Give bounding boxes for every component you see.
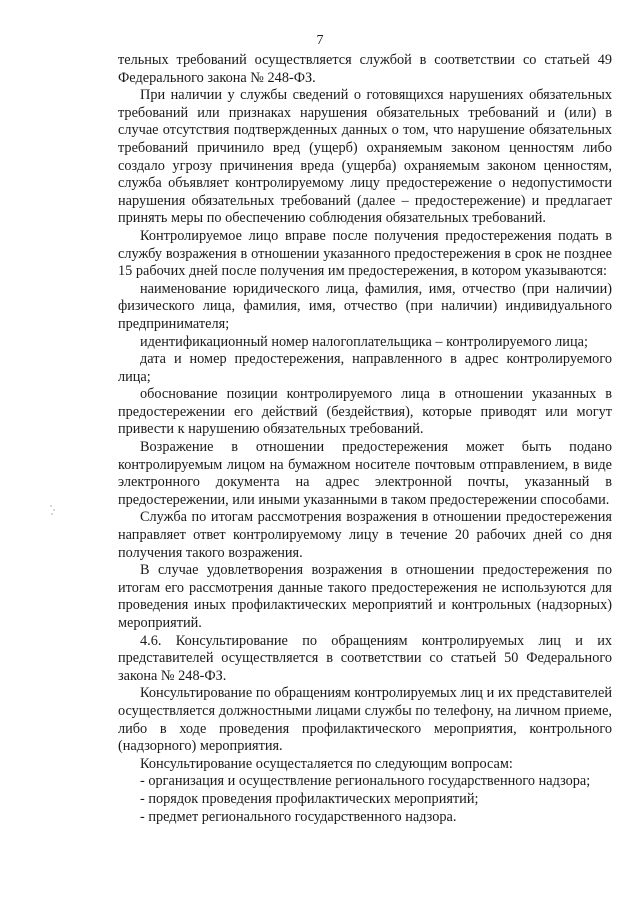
paragraph: В случае удовлетворения возражения в отношении предостережения по итогам его рассмотрения данные такого предостережения не используются для проведения иных профилактических мероприятий и контрольных (надзорных) мероприятий. bbox=[118, 562, 612, 631]
list-item: - порядок проведения профилактических мероприятий; bbox=[140, 790, 479, 807]
paragraph: Консультирование осущесталяется по следующим вопросам: bbox=[140, 755, 513, 772]
document-body bbox=[118, 52, 612, 826]
paragraph: Консультирование по обращениям контролируемых лиц и их представителей осуществляется должностными лицами службы по телефону, на личном приеме, либо в ходе проведения профилактического мероприятия, контрольного (надзорного) мероприятия. bbox=[118, 685, 612, 755]
paragraph: При наличии у службы сведений о готовящихся нарушениях обязательных требований или признаках нарушения обязательных требований и (или) в случае отсутствия подтвержденных данных о том, что нарушение обязательных требований причинило вред (ущерб) охраняемым законом ценностям либо создало угрозу причинения вреда (ущерба) охраняемым законом ценностям, служба объявляет контролируемому лицу предостережение о недопустимости нарушения обязательных требований (далее – предостережение) и предлагает принять меры по обеспечению соблюдения обязательных требований. bbox=[118, 87, 612, 227]
paragraph: обоснование позиции контролируемого лица в отношении указанных в предостережении его действий (бездействия), которые приводят или могут привести к нарушению обязательных требований. bbox=[118, 386, 612, 438]
paragraph: тельных требований осуществляется службой в соответствии со статьей 49 Федерального закона № 248-ФЗ. bbox=[118, 52, 612, 86]
paragraph: Служба по итогам рассмотрения возражения в отношении предостережения направляет ответ контролируемому лицу в течение 20 рабочих дней со дня получения такого возражения. bbox=[118, 509, 612, 561]
paragraph: Возражение в отношении предостережения может быть подано контролируемым лицом на бумажном носителе почтовым отправлением, в виде электронного документа на адрес электронной почты, указанный в предостережении, или иными указанными в таком предостережении способами. bbox=[118, 439, 612, 508]
paragraph: дата и номер предостережения, направленного в адрес контролируемого лица; bbox=[118, 351, 612, 385]
paragraph: 4.6. Консультирование по обращениям контролируемых лиц и их представителей осуществляется в соответствии со статьей 50 Федерального закона № 248-ФЗ. bbox=[118, 632, 612, 684]
paragraph: идентификационный номер налогоплательщика – контролируемого лица; bbox=[140, 333, 588, 350]
list-item: - предмет регионального государственного надзора. bbox=[140, 808, 457, 825]
paragraph: наименование юридического лица, фамилия, имя, отчество (при наличии) физического лица, фамилия, имя, отчество (при наличии) индивидуального предпринимателя; bbox=[118, 280, 612, 332]
paragraph: Контролируемое лицо вправе после получения предостережения подать в службу возражения в отношении указанного предостережения в срок не позднее 15 рабочих дней после получения им предостережения, в котором указываются: bbox=[118, 227, 612, 280]
page-number: 7 bbox=[316, 33, 324, 48]
scan-speck bbox=[50, 505, 58, 517]
list-item: - организация и осуществление регионального государственного надзора; bbox=[140, 773, 591, 790]
